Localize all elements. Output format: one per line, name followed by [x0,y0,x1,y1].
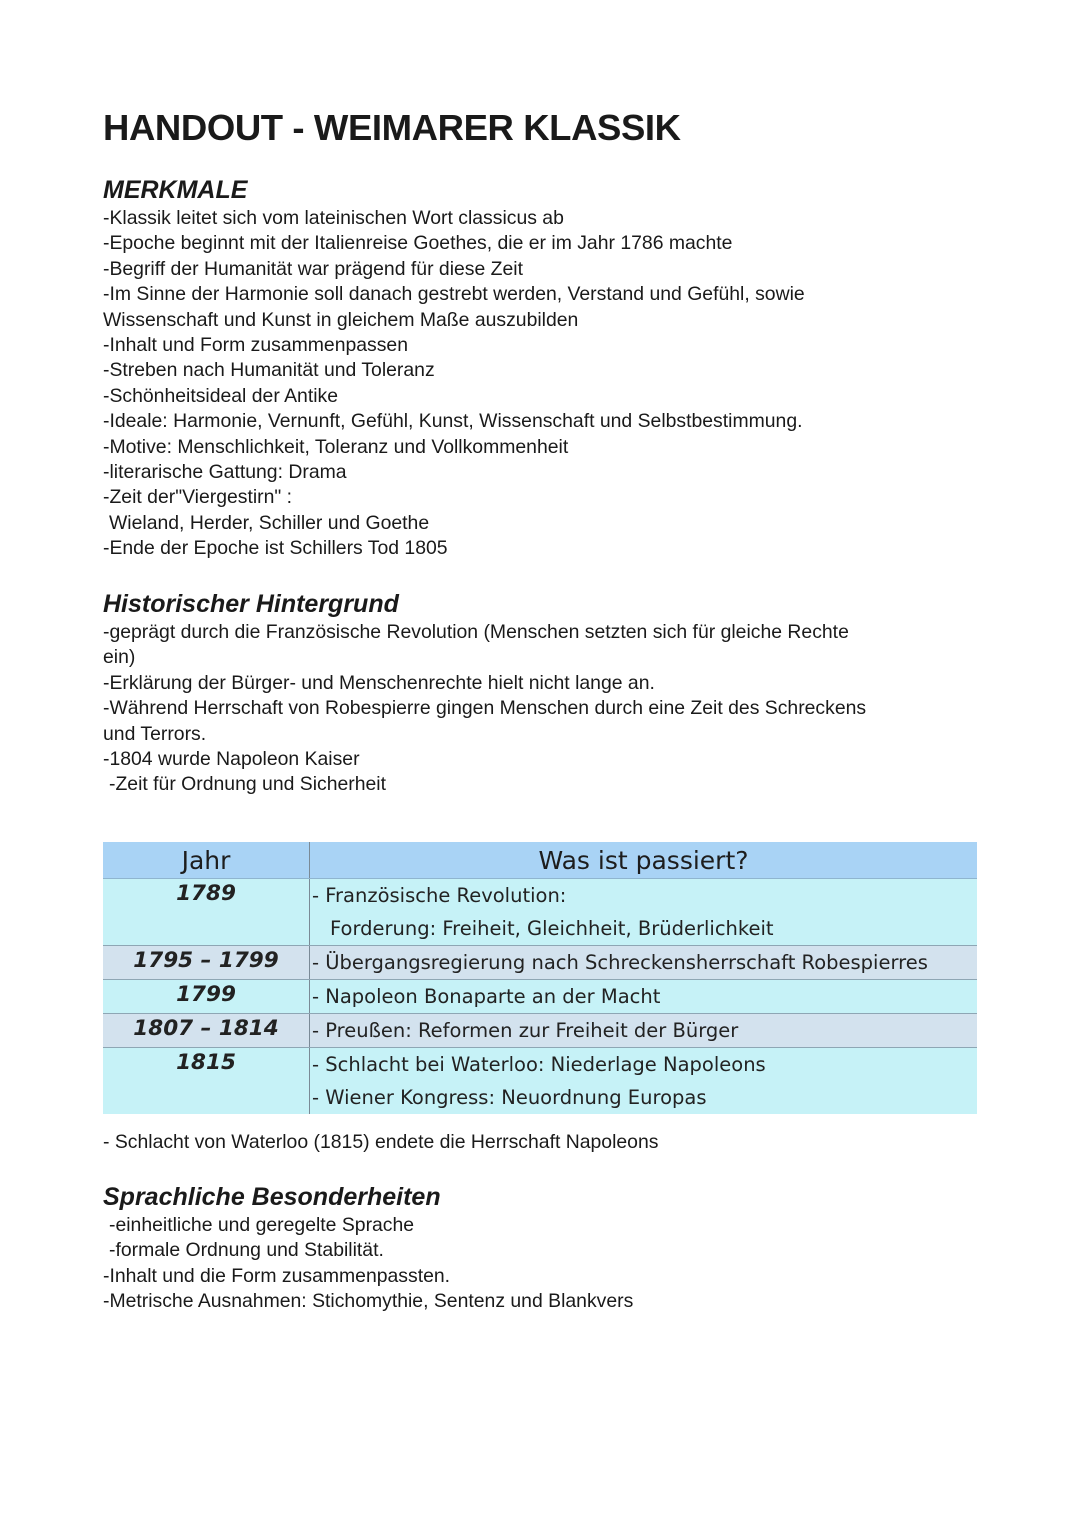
row-events [310,980,978,1014]
table-row [103,1048,977,1115]
merkmale-line: -Ende der Epoche ist Schillers Tod 1805 [103,537,448,560]
historisch-line: und Terrors. [103,722,207,745]
sprache-list [103,1213,983,1315]
row-year: 1795 – 1799 [103,946,310,980]
merkmale-line: Wieland, Herder, Schiller und Goethe [109,511,430,534]
event-text: - Schlacht bei Waterloo: Niederlage Napoleons [312,1053,766,1076]
row-year: 1815 [103,1048,310,1115]
sprache-heading: Sprachliche Besonderheiten [103,1183,441,1211]
table-row [103,879,977,946]
sprache-line: -Metrische Ausnahmen: Stichomythie, Sentenz und Blankvers [103,1290,634,1313]
table-note [103,1130,983,1155]
event-text: - Wiener Kongress: Neuordnung Europas [312,1086,707,1109]
sprache-line: -Inhalt und die Form zusammenpassten. [103,1264,451,1287]
header-event: Was ist passiert? [310,842,978,879]
merkmale-line: -Klassik leitet sich vom lateinischen Wort classicus ab [103,207,564,229]
merkmale-line: -Motive: Menschlichkeit, Toleranz und Vollkommenheit [103,435,569,458]
event-text: - Französische Revolution: [312,884,567,907]
row-year: 1799 [103,980,310,1014]
page-title: HANDOUT - WEIMARER KLASSIK [103,107,681,148]
merkmale-line: -Im Sinne der Harmonie soll danach gestrebt werden, Verstand und Gefühl, sowie [103,283,805,306]
historisch-line: ein) [103,646,136,669]
event-text: - Übergangsregierung nach Schreckensherrschaft Robespierres [312,951,928,974]
historisch-line: -geprägt durch die Französische Revolution (Menschen setzten sich für gleiche Rechte [103,621,849,643]
table-row [103,946,977,980]
event-text: - Preußen: Reformen zur Freiheit der Bürger [312,1019,739,1042]
merkmale-line: -Epoche beginnt mit der Italienreise Goethes, die er im Jahr 1786 machte [103,232,733,255]
merkmale-line: Wissenschaft und Kunst in gleichem Maße auszubilden [103,308,579,331]
row-events [310,1014,978,1048]
historisch-line: -Während Herrschaft von Robespierre gingen Menschen durch eine Zeit des Schreckens [103,697,867,720]
merkmale-line: -Inhalt und Form zusammenpassen [103,334,409,357]
merkmale-list [103,206,983,562]
event-text: - Napoleon Bonaparte an der Macht [312,985,661,1008]
merkmale-heading: MERKMALE [103,176,248,204]
historisch-list [103,620,983,798]
merkmale-line: -literarische Gattung: Drama [103,461,347,484]
historisch-line: -Erklärung der Bürger- und Menschenrechte hielt nicht lange an. [103,671,655,694]
row-events [310,946,978,980]
merkmale-line: -Ideale: Harmonie, Vernunft, Gefühl, Kunst, Wissenschaft und Selbstbestimmung. [103,410,803,433]
row-year: 1789 [103,879,310,946]
row-events [310,1048,978,1115]
historisch-line: -1804 wurde Napoleon Kaiser [103,748,360,771]
merkmale-line: -Begriff der Humanität war prägend für diese Zeit [103,257,523,280]
historisch-line: -Zeit für Ordnung und Sicherheit [109,773,386,796]
row-year: 1807 – 1814 [103,1014,310,1048]
historisch-heading: Historischer Hintergrund [103,590,399,618]
sprache-line: -einheitliche und geregelte Sprache [109,1214,415,1236]
merkmale-line: -Zeit der"Viergestirn" : [103,486,293,509]
table-row [103,1014,977,1048]
merkmale-line: -Schönheitsideal der Antike [103,384,338,407]
table-header-row [103,842,977,879]
table-row [103,980,977,1014]
header-year: Jahr [103,842,310,879]
timeline-table [103,842,977,1114]
merkmale-line: -Streben nach Humanität und Toleranz [103,359,435,382]
row-events [310,879,978,946]
event-text: Forderung: Freiheit, Gleichheit, Brüderlichkeit [330,917,774,940]
note-line: - Schlacht von Waterloo (1815) endete die Herrschaft Napoleons [103,1131,659,1153]
sprache-line: -formale Ordnung und Stabilität. [109,1239,384,1262]
